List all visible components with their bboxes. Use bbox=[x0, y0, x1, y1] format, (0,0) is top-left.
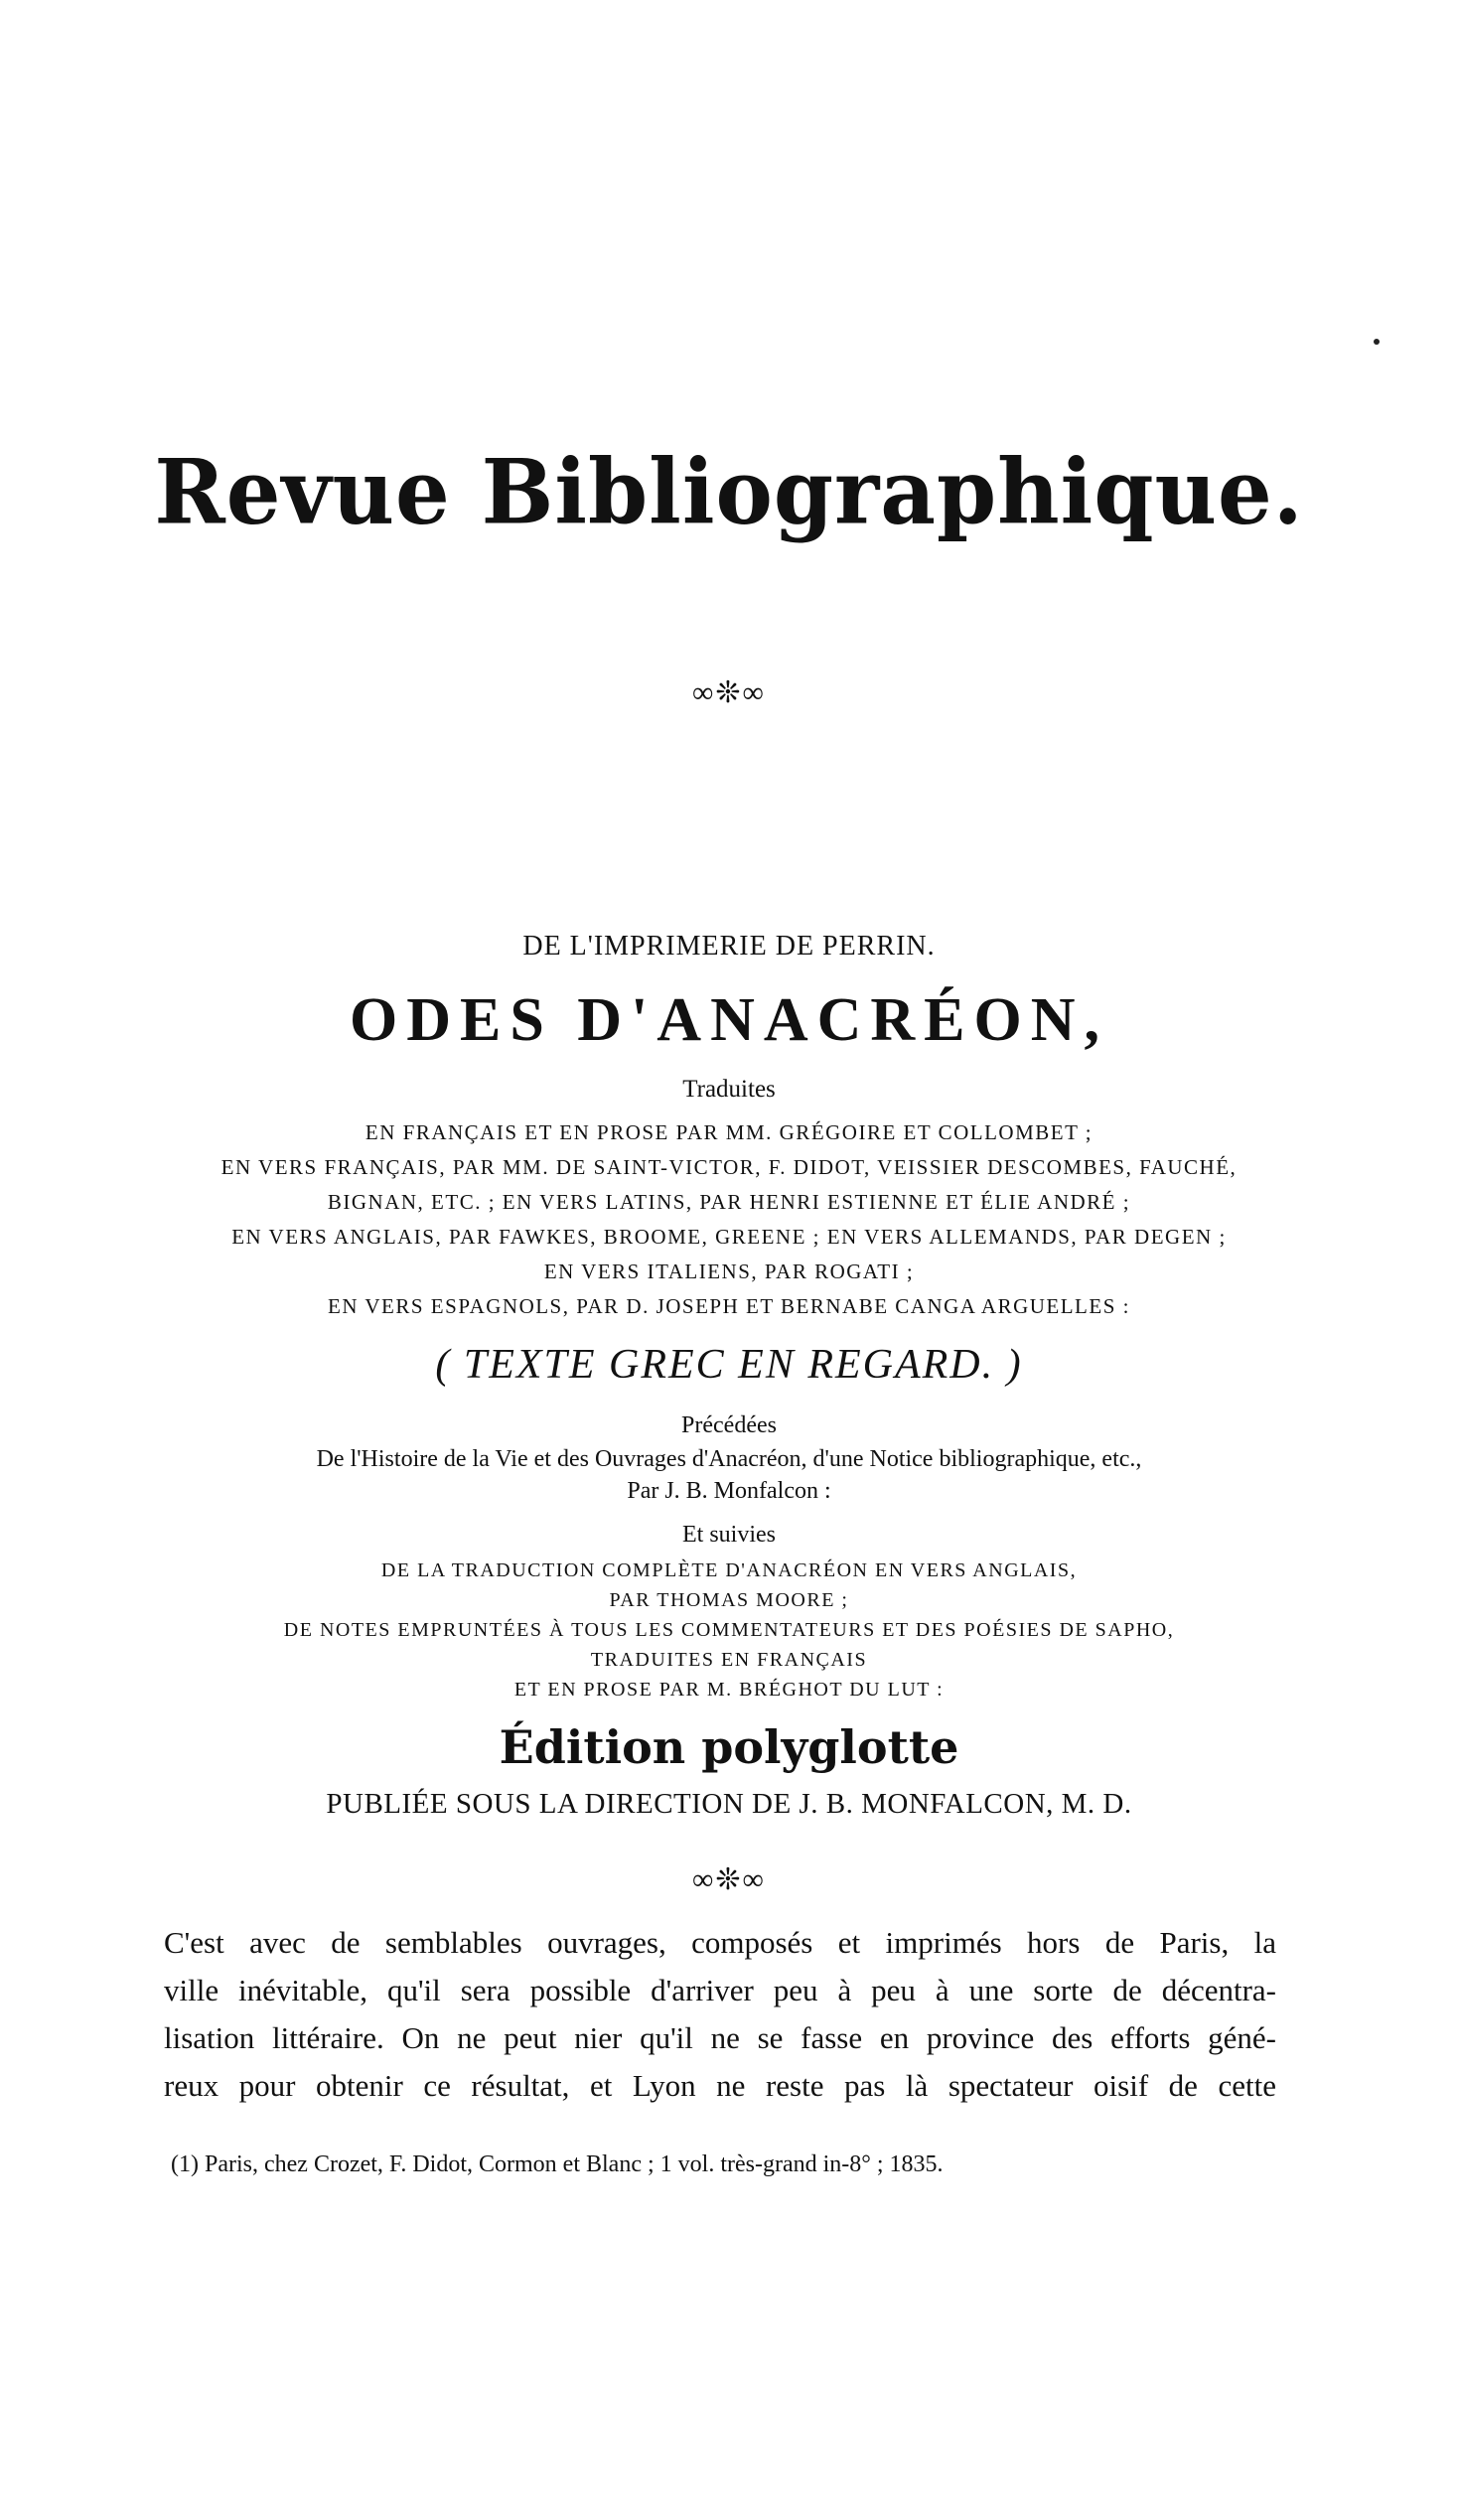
body-line: lisation littéraire. On ne peut nier qu'il ne se fasse en province des efforts géné- bbox=[164, 2020, 1276, 2055]
suivies-line: PAR THOMAS MOORE ; bbox=[609, 1589, 849, 1611]
suivies-label: Et suivies bbox=[682, 1522, 776, 1548]
suivies-line: DE LA TRADUCTION COMPLÈTE D'ANACRÉON EN VERS ANGLAIS, bbox=[380, 1559, 1078, 1581]
translation-line: EN VERS ITALIENS, PAR ROGATI ; bbox=[543, 1260, 915, 1283]
edition-heading: Édition polyglotte bbox=[499, 1720, 959, 1774]
traduites-label: Traduites bbox=[682, 1076, 776, 1103]
suivies-line: DE NOTES EMPRUNTÉES À TOUS LES COMMENTATEURS ET DES POÉSIES DE SAPHO, bbox=[283, 1619, 1175, 1641]
footnote: (1) Paris, chez Crozet, F. Didot, Cormon et Blanc ; 1 vol. très-grand in-8° ; 1835. bbox=[171, 2151, 944, 2177]
translation-line: EN VERS ESPAGNOLS, PAR D. JOSEPH ET BERNABE CANGA ARGUELLES : bbox=[328, 1294, 1130, 1318]
page-title: Revue Bibliographique. bbox=[154, 439, 1304, 545]
author-line: Par J. B. Monfalcon : bbox=[627, 1478, 831, 1504]
translation-line: EN VERS FRANÇAIS, PAR MM. DE SAINT-VICTOR, F. DIDOT, VEISSIER DESCOMBES, FAUCHÉ, bbox=[220, 1155, 1238, 1179]
ornament-divider-bottom: ∞❊∞ bbox=[692, 1863, 766, 1896]
translation-line: EN FRANÇAIS ET EN PROSE PAR MM. GRÉGOIRE ET COLLOMBET ; bbox=[364, 1120, 1094, 1144]
body-line: reux pour obtenir ce résultat, et Lyon ne reste pas là spectateur oisif de cette bbox=[164, 2068, 1276, 2103]
ink-speck bbox=[1374, 339, 1380, 345]
publiee-line: PUBLIÉE SOUS LA DIRECTION DE J. B. MONFALCON, M. D. bbox=[326, 1788, 1132, 1820]
body-paragraph bbox=[164, 1919, 1276, 2110]
histoire-line: De l'Histoire de la Vie et des Ouvrages d'Anacréon, d'une Notice bibliographique, etc., bbox=[316, 1446, 1142, 1472]
texte-grec-line: ( TEXTE GREC EN REGARD. ) bbox=[435, 1342, 1023, 1388]
imprimerie-line: DE L'IMPRIMERIE DE PERRIN. bbox=[522, 931, 936, 962]
precedees-label: Précédées bbox=[681, 1412, 777, 1438]
translation-line: EN VERS ANGLAIS, PAR FAWKES, BROOME, GREENE ; EN VERS ALLEMANDS, PAR DEGEN ; bbox=[231, 1225, 1227, 1249]
book-title: ODES D'ANACRÉON, bbox=[349, 986, 1109, 1054]
translation-line: BIGNAN, ETC. ; EN VERS LATINS, PAR HENRI ESTIENNE ET ÉLIE ANDRÉ ; bbox=[327, 1190, 1131, 1214]
ornament-divider-top: ∞❊∞ bbox=[692, 676, 766, 709]
suivies-line: ET EN PROSE PAR M. BRÉGHOT DU LUT : bbox=[513, 1679, 945, 1701]
body-line: ville inévitable, qu'il sera possible d'arriver peu à peu à une sorte de décentra- bbox=[164, 1973, 1276, 2007]
body-line: C'est avec de semblables ouvrages, composés et imprimés hors de Paris, la bbox=[164, 1925, 1276, 1960]
suivies-line: TRADUITES EN FRANÇAIS bbox=[590, 1649, 868, 1671]
